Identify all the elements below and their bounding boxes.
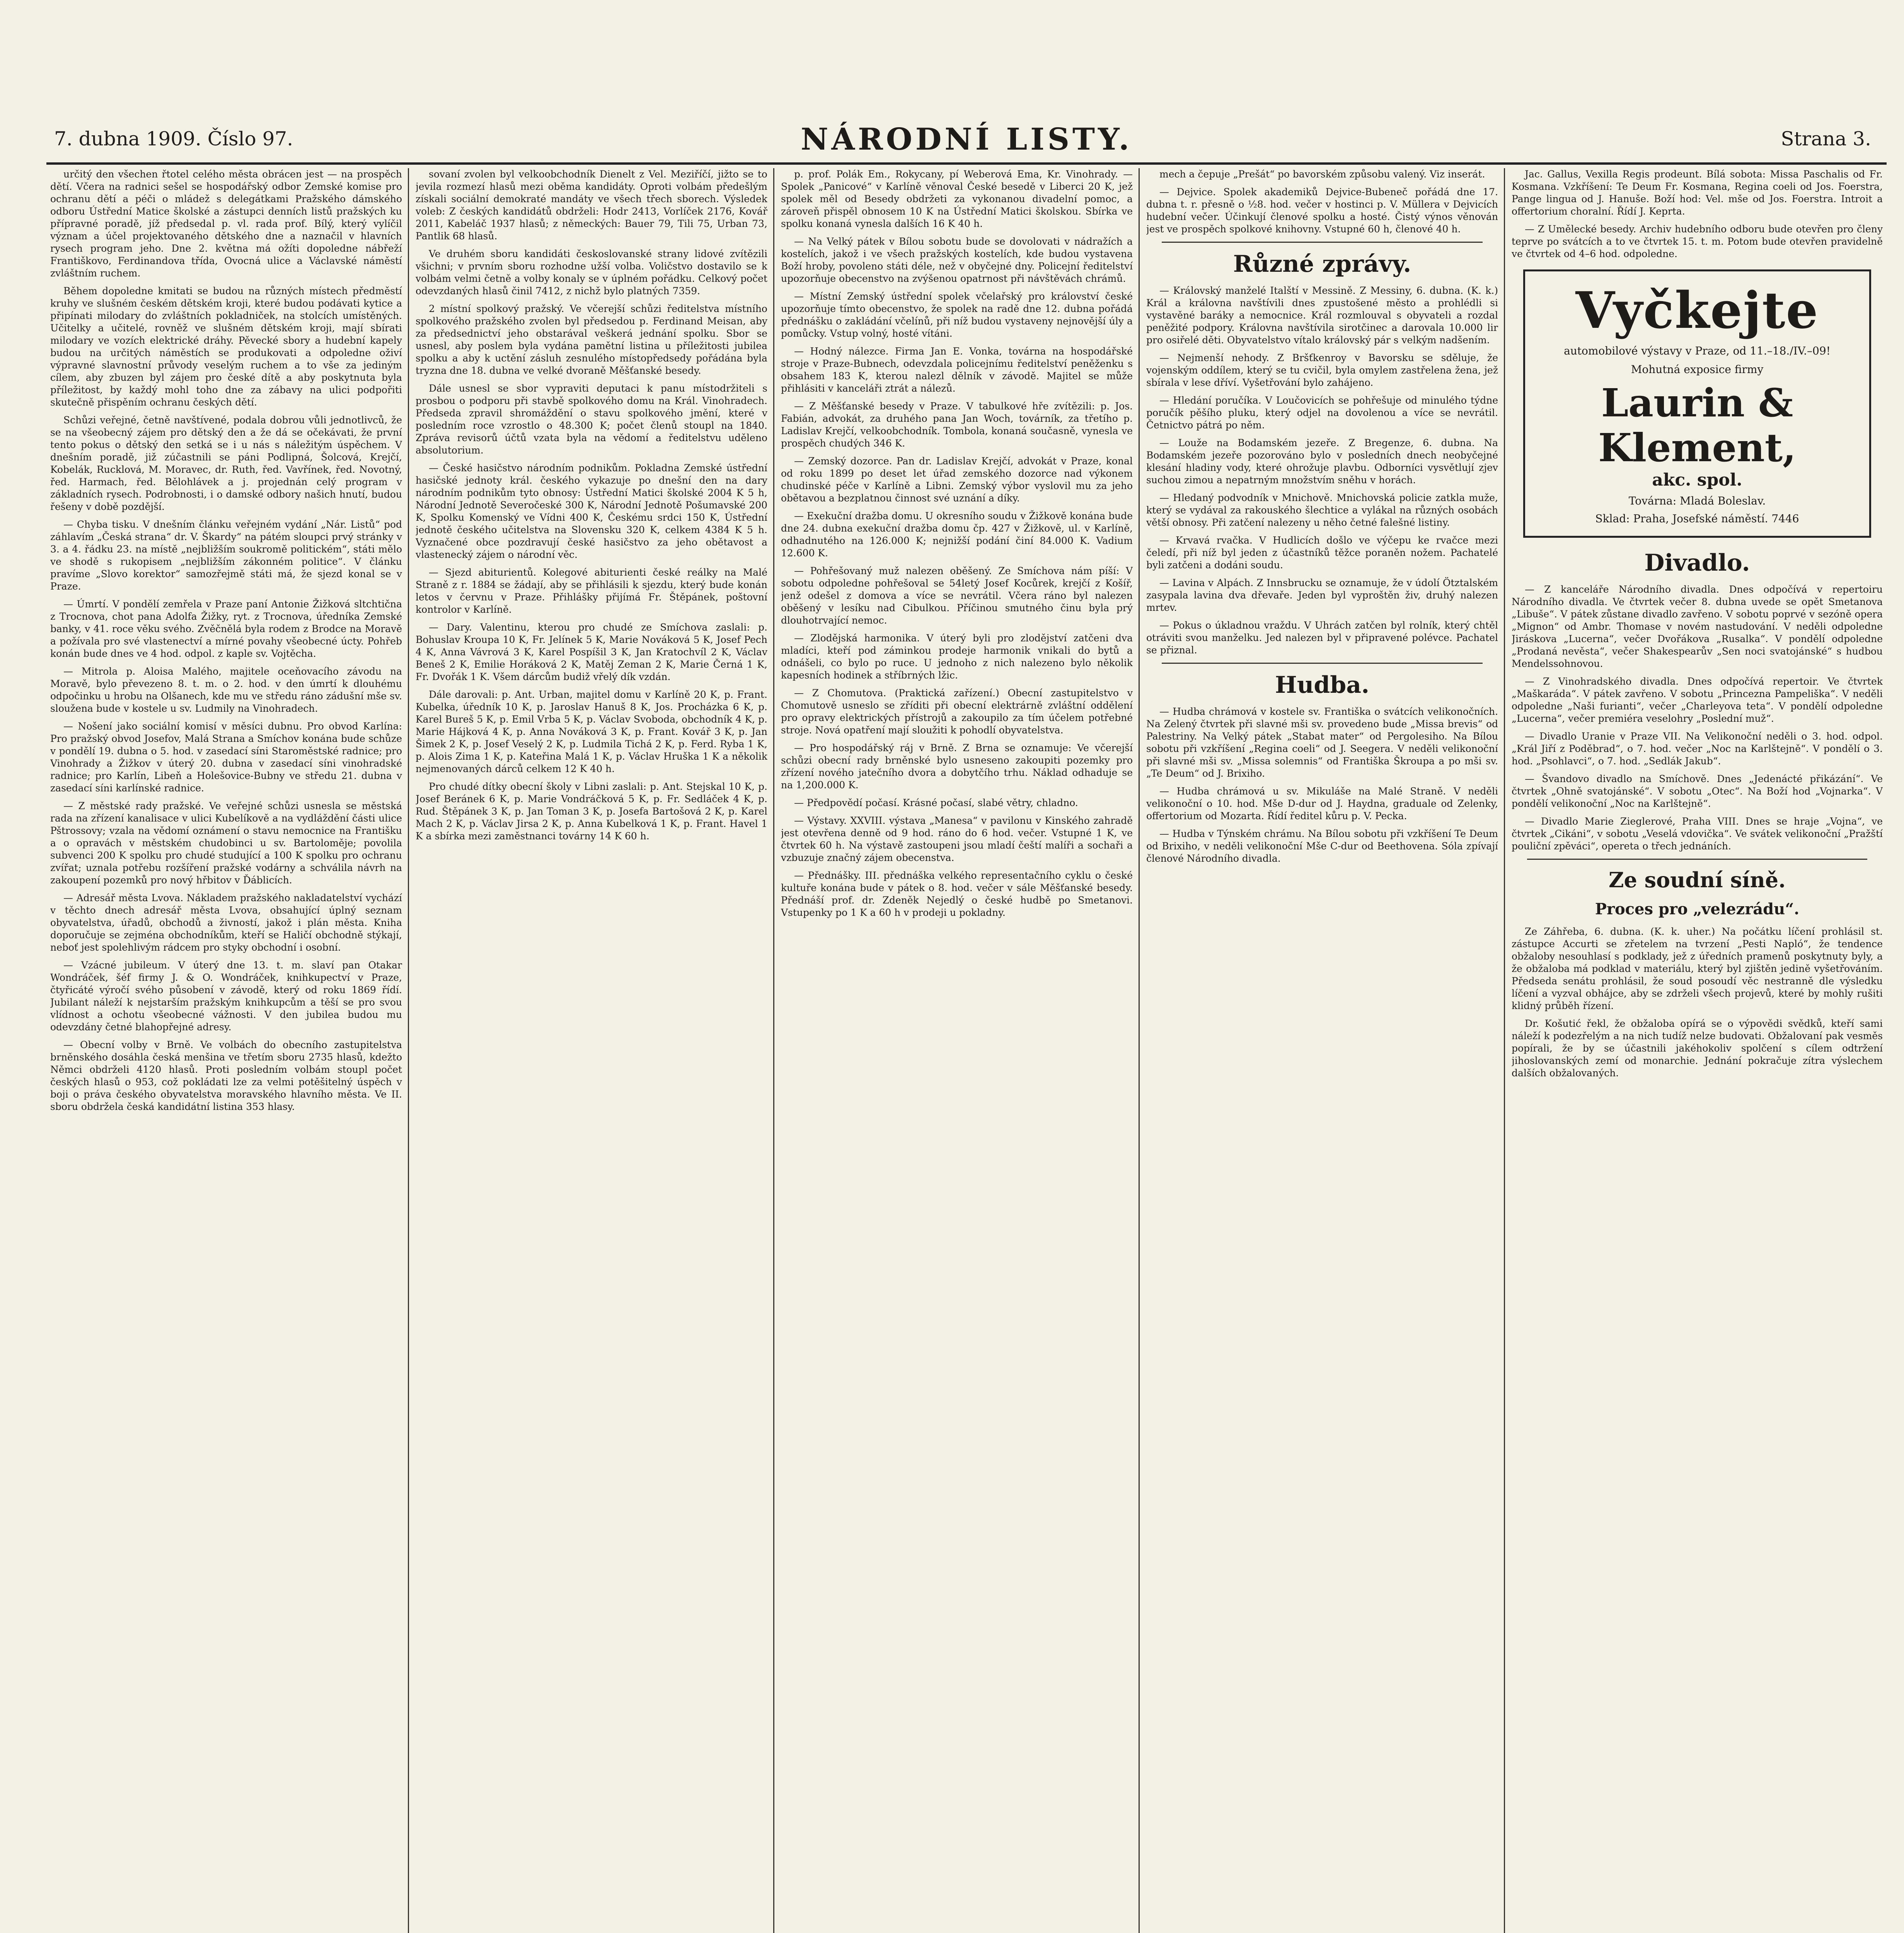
section-heading-soudni-sin: Ze soudní síně. <box>1609 868 1786 892</box>
article-paragraph: — Hudba chrámová u sv. Mikuláše na Malé Straně. V neděli velikonoční o 10. hod. Mše D-dur od J. Haydna, graduale od Zelenky, offertorium od Mozarta. Řídí ředitel kůru p. V. Pecka. <box>1146 786 1498 822</box>
article-paragraph: — Zlodějská harmonika. V úterý byli pro zlodějství zatčeni dva mladíci, kteří pod záminkou prodeje harmonik vnikali do bytů a odnášeli, co bylo po ruce. U jednoho z nich nalezeno bylo několik kapesních hodinek a stříbrných lžic. <box>781 632 1133 681</box>
article-paragraph: — Divadlo Marie Zieglerové, Praha VIII. Dnes se hraje „Vojna“, ve čtvrtek „Cikáni“, v sobotu „Veselá vdovička“. Ve svátek velikonoční „Pražští pouliční zpěváci“, opereta o třech jednáních. <box>1512 816 1883 852</box>
article-paragraph: — Hodný nálezce. Firma Jan E. Vonka, továrna na hospodářské stroje v Praze-Bubnech, odevzdala policejnímu ředitelství peněženku s obsahem 183 K, kterou nalezl dělník v závodě. Majitel se může přihlásiti v kanceláři ztrát a nálezů. <box>781 346 1133 394</box>
issue-date: 7. dubna 1909. Číslo 97. <box>54 128 293 150</box>
article-paragraph: — Zemský dozorce. Pan dr. Ladislav Krejčí, advokát v Praze, konal od roku 1899 po deset let úřad zemského dozorce nad výkonem chudinské péče v Karlíně a Libni. Zemský výbor vyslovil mu za jeho obětavou a bezplatnou činnost své uznání a díky. <box>781 455 1133 504</box>
article-paragraph: mech a čepuje „Prešát“ po bavorském způsobu valený. Viz inserát. <box>1159 169 1485 180</box>
article-paragraph: — Nejmenší nehody. Z Bršťkenroy v Bavorsku se sděluje, že vojenským oddílem, který se tu cvičil, byla omylem zastřelena žena, jež sbírala v lese dříví. Vyšetřování bylo zahájeno. <box>1146 352 1498 388</box>
section-heading-ruzne-zpravy: Různé zprávy. <box>1233 251 1411 278</box>
article-paragraph: — Louže na Bodamském jezeře. Z Bregenze, 6. dubna. Na Bodamském jezeře pozorováno bylo v posledních dnech neobyčejné klesání hladiny vody, které ohrožuje plavbu. Odborníci vysvětlují zjev suchou zimou a nepatrným množstvím sněhu v horách. <box>1146 437 1498 486</box>
article-paragraph: — Sjezd abiturientů. Kolegové abiturienti české reálky na Malé Straně z r. 1884 se žádají, aby se přihlásili k sjezdu, který bude konán letos v červnu v Praze. Přihlášky přijímá Fr. Štěpánek, poštovní kontrolor v Karlíně. <box>416 567 767 615</box>
section-heading-divadlo: Divadlo. <box>1644 549 1750 576</box>
ad-brand: Laurin & Klement, <box>1598 380 1796 470</box>
column-divider <box>773 168 774 1933</box>
article-paragraph: — Divadlo Uranie v Praze VII. Na Velikonoční neděli o 3. hod. odpol. „Král Jiří z Poděbrad“, o 7. hod. večer „Noc na Karlštejně“. V pondělí o 3. hod. „Psohlavci“, o 7. hod. „Sedlák Jakub“. <box>1512 731 1883 767</box>
page-header <box>46 116 1887 165</box>
article-paragraph: — Předpovědí počasí. Krásné počasí, slabé větry, chladno. <box>794 797 1078 808</box>
article-paragraph: — Místní Zemský ústřední spolek včelařský pro království české upozorňuje tímto obecenstvo, že spolek na radě dne 12. dubna pořádá přednášku o zakládání včelínů, při níž budou vystaveny nejnovější úly a pomůcky. Vstup volný, hosté vítáni. <box>781 291 1133 339</box>
article-paragraph: — Exekuční dražba domu. U okresního soudu v Žižkově konána bude dne 24. dubna exekuční dražba domu čp. 427 v Žižkově, ul. v Karlíně, odhadnutého na 126.000 K; nejnižší podání činí 84.000 K. Vadium 12.600 K. <box>781 510 1133 559</box>
article-paragraph: — Obecní volby v Brně. Ve volbách do obecního zastupitelstva brněnského dosáhla česká menšina ve třetím sboru 2735 hlasů, kdežto Němci obdrželi 4120 hlasů. Proti posledním volbám stoupl počet českých hlasů o 953, což pokládati lze za velmi potěšitelný úspěch v boji o práva českého obyvatelstva moravského hlavního města. Ve II. sboru obdržela česká kandidátní listina 353 hlasy. <box>50 1039 402 1112</box>
article-paragraph: 2 místní spolkový pražský. Ve včerejší schůzi ředitelstva místního spolkového pražského zvolen byl předsedou p. Ferdinand Meisan, aby za předsednictví jeho obstarával veškerá jednání spolku. Sbor se usnesl, aby poslem byla vydána pamětní listina u příležitosti jubilea spolku a aby k uctění zásluh zesnulého místopředsedy pořádána byla tryzna dne 18. dubna ve velké dvoraně Měšťanské besedy. <box>416 303 767 376</box>
article-paragraph: Ve druhém sboru kandidáti českoslovanské strany lidové zvítězili všichni; v prvním sboru rozhodne užší volba. Voličstvo dostavilo se k volbám velmi četně a volby konaly se v úplném pořádku. Celkový počet odevzdaných hlasů činil 7412, z nichž bylo platných 7359. <box>416 248 767 297</box>
article-paragraph: — Pro hospodářský ráj v Brně. Z Brna se oznamuje: Ve včerejší schůzi obecní rady brněnské bylo usneseno zakoupiti pozemky pro zřízení nového jatečního dvora a dobytčího trhu. Náklad odhaduje se na 1,200.000 K. <box>781 742 1133 791</box>
section-rule <box>1527 859 1867 860</box>
ad-headline: Vyčkejte <box>1575 281 1819 340</box>
article-paragraph: — Hudba v Týnském chrámu. Na Bílou sobotu při vzkříšení Te Deum od Brixiho, v neděli velikonoční Mše C-dur od Beethovena. Sóla zpívají členové Národního divadla. <box>1146 828 1498 864</box>
column-divider <box>408 168 409 1933</box>
article-paragraph: — Chyba tisku. V dnešním článku veřejném vydání „Nár. Listů“ pod záhlavím „Česká strana“ dr. V. Škardy“ na pátém sloupci prvý stránky v 3. a 4. řádku 23. na místě „nejbližším soukromě politickém“, státi mělo ve shodě s rukopisem „nejbližším zákonném politice“. V článku pravíme „Slovo korektor“ samozřejmě státi má, že sjezd konal se v Praze. <box>50 519 402 592</box>
article-paragraph: Během dopoledne kmitati se budou na různých místech předměstí kruhy ve slušném českém dětském kroji, které budou podávati kytice a připínati milodary do zvláštních pokladniček, na stolcích umístěných. Učitelky a učitelé, rovněž ve slušném dětském kroji, mají sbírati milodary ve vozích elektrické dráhy. Pěvecké sbory a hudební kapely budou na určitých náměstích se produkovati a odpoledne oživí výpravné slavnostní průvody veselým ruchem a to vše za jediným cílem, aby zbuzen byl zájem pro české dítě a aby poskytnuta byla příležitost, by každý mohl toho dne za zábavy na ulici podpořiti skutečně přispěním ochranu českých dětí. <box>50 285 402 408</box>
article-paragraph: — Z kanceláře Národního divadla. Dnes odpočívá v repertoiru Národního divadla. Ve čtvrtek večer 8. dubna uvede se opět Smetanova „Libuše“. V pátek zůstane divadlo zavřeno. V sobotu poprvé v sezóně opera „Mignon“ od Ambr. Thomase v novém nastudování. V neděli odpoledne Jiráskova „Lucerna“, večer Dvořákova „Rusalka“. V pondělí odpoledne „Prodaná nevěsta“, večer Shakespearův „Sen noci svatojánské“ s hudbou Mendelssohnovou. <box>1512 584 1883 669</box>
article-paragraph: — Z městské rady pražské. Ve veřejné schůzi usnesla se městská rada na zřízení kanalisace v ulici Kubelíkově a na vydláždění části ulice Pštrossovy; vzala na vědomí oznámení o stavu nemocnice na Františku a o opravách v městském chudobinci u sv. Bartoloměje; povolila subvenci 200 K spolku pro chudé studující a 100 K spolku pro ochranu zvířat; uznala potřebu rozšíření pražské vodárny a schválila návrh na zakoupení pozemků pro nový hřbitov v Ďáblicích. <box>50 800 402 886</box>
column-divider <box>1139 168 1140 1933</box>
article-paragraph: Jac. Gallus, Vexilla Regis prodeunt. Bílá sobota: Missa Paschalis od Fr. Kosmana. Vzkříšení: Te Deum Fr. Kosmana, Regina coeli od Jos. Foerstra, Pange lingua od J. Hanuše. Boží hod: Vel. mše od Jos. Foerstra. Introit a offertorium choralní. Řídí J. Keprta. <box>1512 169 1883 217</box>
ad-footer-line: Továrna: Mladá Boleslav. <box>1628 494 1766 507</box>
article-paragraph: — Na Velký pátek v Bílou sobotu bude se dovolovati v nádražích a kostelích, jakož i ve všech pražských kostelích, kde budou vystavena Boží hroby, povoleno státi déle, než v obyčejné dny. Policejní ředitelství upozorňuje obecenstvo na zvýšenou opatrnost při návštěvách chrámů. <box>781 236 1133 284</box>
ad-footer-line: Sklad: Praha, Josefské náměstí. 7446 <box>1595 512 1799 525</box>
article-paragraph: — Přednášky. III. přednáška velkého representačního cyklu o české kultuře konána bude v pátek o 8. hod. večer v sále Měšťanské besedy. Přednáší prof. dr. Zdeněk Nejedlý o české hudbě po Smetanovi. Vstupenky po 1 K a 60 h v prodeji u pokladny. <box>781 870 1133 918</box>
article-paragraph: — Výstavy. XXVIII. výstava „Manesa“ v pavilonu v Kinského zahradě jest otevřena denně od 9 hod. ráno do 6 hod. večer. Vstupné 1 K, ve čtvrtek 60 h. Na výstavě zastoupeni jsou mladí čeští malíři a sochaři a vzbuzuje značný zájem obecenstva. <box>781 815 1133 863</box>
article-paragraph: Pro chudé dítky obecní školy v Libni zaslali: p. Ant. Stejskal 10 K, p. Josef Beránek 6 K, p. Marie Vondráčková 5 K, p. Fr. Sedláček 4 K, p. Rud. Štěpánek 3 K, p. Jan Toman 3 K, p. Josefa Bartošová 2 K, p. Karel Mach 2 K, p. Václav Jirsa 2 K, p. Anna Kubelková 1 K, p. Frant. Havel 1 K a sbírka mezi zaměstnanci továrny 14 K 60 h. <box>416 781 767 842</box>
article-paragraph: — Pohřešovaný muž nalezen oběšený. Ze Smíchova nám píší: V sobotu odpoledne pohřešoval se 54letý Josef Kocůrek, krejčí z Košíř, jenž odešel z domova a více se nevrátil. Včera ráno byl nalezen oběšený v lesíku nad Cibulkou. Příčinou smutného činu byla prý dlouhotrvající nemoc. <box>781 565 1133 626</box>
article-paragraph: — Švandovo divadlo na Smíchově. Dnes „Jedenácté přikázání“. Ve čtvrtek „Ohně svatojánské“. V sobotu „Otec“. Na Boží hod „Vojnarka“. V pondělí velikonoční „Noc na Karlštejně“. <box>1512 773 1883 809</box>
section-rule <box>1162 242 1483 243</box>
article-paragraph: Dále darovali: p. Ant. Urban, majitel domu v Karlíně 20 K, p. Frant. Kubelka, úředník 10 K, p. Jaroslav Hanuš 8 K, Jos. Procházka 6 K, p. Karel Bureš 5 K, p. Emil Vrba 5 K, p. Václav Svoboda, obchodník 4 K, p. Marie Hájková 4 K, p. Anna Nováková 3 K, p. Frant. Kovář 3 K, p. Jan Šimek 2 K, p. Josef Veselý 2 K, p. Ludmila Tichá 2 K, p. Ferd. Ryba 1 K, p. Alois Zima 1 K, p. Kateřina Malá 1 K, p. Václav Hruška 1 K a několik nejmenovaných dárců celkem 12 K 40 h. <box>416 689 767 774</box>
article-paragraph: — České hasičstvo národním podnikům. Pokladna Zemské ústřední hasičské jednoty král. českého vykazuje po dnešní den na dary národním podnikům tyto obnosy: Ústřední Matici školské 2004 K 5 h, Národní Jednotě Severočeské 300 K, Národní Jednotě Pošumavské 200 K, Spolku Komenský ve Vídni 400 K, Českému srdci 150 K, Ústřední jednotě českého učitelstva na Slovensku 320 K, celkem 4384 K 5 h. Vyznačené obce pozdravují české hasičstvo za jeho obětavost a vlastenecký zájem o národní věc. <box>416 462 767 560</box>
article-paragraph: p. prof. Polák Em., Rokycany, pí Weberová Ema, Kr. Vinohrady. — Spolek „Panicové“ v Karlíně věnoval České besedě v Liberci 20 K, jež spolek měl od Besedy obdržeti za vykonanou divadelní pomoc, a zároveň přispěl obnosem 10 K na Ústřední Matici školskou. Sbírka ve spolku konaná vynesla dalších 16 K 40 h. <box>781 169 1133 229</box>
article-paragraph: — Hudba chrámová v kostele sv. Františka o svátcích velikonočních. Na Zelený čtvrtek při slavné mši sv. provedeno bude „Missa brevis“ od Palestriny. Na Velký pátek „Stabat mater“ od Pergolesiho. Na Bílou sobotu při vzkříšení „Regina coeli“ od J. Seegera. V neděli velikonoční při slavné mši sv. „Missa solemnis“ od Františka Škroupa a po mši sv. „Te Deum“ od J. Brixiho. <box>1146 706 1498 779</box>
column-5 <box>1512 168 1883 1933</box>
article-paragraph: Dr. Košutić řekl, že obžaloba opírá se o výpovědi svědků, kteří sami náleží k podezřelým a na nich tudíž nelze budovati. Obžalovaní pak vesměs popírali, že by se účastnili jakéhokoliv spolčení s cílem odtržení jihoslovanských zemí od monarchie. Jednání pokračuje zítra výslechem dalších obžalovaných. <box>1512 1018 1883 1079</box>
column-1 <box>50 168 402 1933</box>
article-paragraph: — Dary. Valentinu, kterou pro chudé ze Smíchova zaslali: p. Bohuslav Kroupa 10 K, Fr. Jelínek 5 K, Marie Nováková 5 K, Josef Pech 4 K, Anna Vávrová 3 K, Karel Pospíšil 3 K, Jan Kratochvíl 2 K, Václav Beneš 2 K, Emilie Horáková 2 K, Matěj Zeman 2 K, Marie Černá 1 K, Fr. Dvořák 1 K. Všem dárcům budiž vřelý dík vzdán. <box>416 622 767 682</box>
article-paragraph: — Z Měšťanské besedy v Praze. V tabulkové hře zvítězili: p. Jos. Fabián, advokát, za druhého pana Jan Woch, továrník, za třetího p. Ladislav Krejčí, velkoobchodník. Tombola, konaná současně, vynesla ve prospěch chudých 346 K. <box>781 401 1133 449</box>
article-paragraph: — Z Umělecké besedy. Archiv hudebního odboru bude otevřen pro členy teprve po svátcích a to ve čtvrtek 15. t. m. Potom bude otevřen pravidelně ve čtvrtek od 4–6 hod. odpoledne. <box>1512 223 1883 259</box>
article-paragraph: — Pokus o úkladnou vraždu. V Uhrách zatčen byl rolník, který chtěl otráviti svou manželku. Jed nalezen byl v připravené polévce. Pachatel se přiznal. <box>1146 620 1498 656</box>
article-paragraph: — Adresář města Lvova. Nákladem pražského nakladatelství vychází v těchto dnech adresář města Lvova, obsahující úplný seznam obyvatelstva, úřadů, obchodů a živností, jakož i plán města. Kniha doporučuje se zejména obchodníkům, kteří se Haličí obchodně stýkají, neboť jest spolehlivým rádcem pro styky obchodní i osobní. <box>50 892 402 953</box>
article-paragraph: — Mitrola p. Aloisa Malého, majitele oceňovacího závodu na Moravě, bylo převezeno 8. t. m. o 2. hod. v den úmrtí k dlouhému odpočinku u hrobu na Olšanech, kde mu ve středu ráno zádušní mše sv. sloužena bude v kostele u sv. Ludmily na Vinohradech. <box>50 666 402 714</box>
article-heading-proces: Proces pro „velezrádu“. <box>1595 900 1800 918</box>
article-paragraph: — Lavina v Alpách. Z Innsbrucku se oznamuje, že v údolí Ötztalském zasypala lavina dva dřevaře. Jeden byl vyproštěn živ, druhý nalezen mrtev. <box>1146 577 1498 613</box>
column-3 <box>781 168 1133 1933</box>
section-heading-hudba: Hudba. <box>1275 672 1369 699</box>
advertisement-laurin-klement <box>1523 269 1871 538</box>
column-2 <box>416 168 767 1933</box>
page-number: Strana 3. <box>1781 128 1871 150</box>
newspaper-page <box>46 116 1887 1933</box>
article-paragraph: Schůzi veřejné, četně navštívené, podala dobrou vůli jednotlivců, že se na všeobecný zájem pro dětský den a že dá se očekávati, že první tento pokus o dětský den setká se i u nás s náležitým úspěchem. V dnešním poradě, již zúčastnili se páni Podlipná, Šolcová, Krejčí, Kobelák, Rucklová, M. Moravec, dr. Ruth, řed. Vavřínek, řed. Novotný, řed. Harmach, řed. Bělohlávek a j. projednán celý program v základních rysech. Podrobnosti, i o damské odbory našich hnutí, budou řešeny v době pozdější. <box>50 414 402 512</box>
article-paragraph: — Z Vinohradského divadla. Dnes odpočívá repertoir. Ve čtvrtek „Maškaráda“. V pátek zavřeno. V sobotu „Princezna Pampeliška“. V neděli odpoledne „Naši furianti“, večer „Charleyova teta“. V pondělí odpoledne „Lucerna“, večer premiéra veselohry „Poslední muž“. <box>1512 676 1883 724</box>
ad-brand-sub: akc. spol. <box>1652 470 1742 490</box>
article-paragraph: určitý den všechen řtotel celého města obrácen jest — na prospěch dětí. Včera na radnici sešel se hospodářský odbor Zemské komise pro ochranu dětí a péči o mládež s delegátkami Pražského dámského odboru Ústřední Matice školské a zástupci denních listů pražských ku přípravné poradě, jíž předsedal p. vl. rada prof. Bílý, který vylíčil význam a účel projektovaného dětského dne a naznačil v hlavních rysech program jeho. Dne 2. května má ožíti dopoledne nábřeží Františkovo, Ferdinandova třída, Ovocná ulice a Václavské náměstí zvláštním ruchem. <box>50 169 402 279</box>
section-rule <box>1162 663 1483 664</box>
article-paragraph: Dále usnesl se sbor vypraviti deputaci k panu místodržiteli s prosbou o podporu při stavbě spolkového domu na Král. Vinohradech. Předseda zpravil shromáždění o stavu spolkového jmění, které v posledním roce vzrostlo o 48.300 K; počet členů stoupl na 1840. Zpráva revisorů účtů vzata byla na vědomí a ředitelstvu uděleno absolutorium. <box>416 383 767 456</box>
article-paragraph: — Úmrtí. V pondělí zemřela v Praze paní Antonie Žižková sltchtična z Trocnova, chot pana Adolfa Žižky, ryt. z Trocnova, úředníka Zemské banky, v 41. roce věku svého. Zvěčnělá byla rodem z Brodce na Moravě a požívala pro své vlastenectví a mírné povahy všeobecné úcty. Pohřeb konán bude dnes ve 4 hod. odpol. z kaple sv. Vojtěcha. <box>50 598 402 659</box>
article-paragraph: — Z Chomutova. (Praktická zařízení.) Obecní zastupitelstvo v Chomutově usneslo se zříditi při obecní elektrárně zvláštní oddělení pro opravy elektrických přístrojů a zakoupilo za tím účelem potřebné stroje. Nová opatření mají sloužiti k pohodlí obyvatelstva. <box>781 687 1133 736</box>
ad-line: automobilové výstavy v Praze, od 11.–18./IV.–09! <box>1564 344 1831 357</box>
newspaper-title: NÁRODNÍ LISTY. <box>801 122 1132 157</box>
column-4 <box>1146 168 1498 1933</box>
article-paragraph: Ze Záhřeba, 6. dubna. (K. k. uher.) Na počátku líčení prohlásil st. zástupce Accurti se zřetelem na tvrzení „Pesti Napló“, že tendence obžaloby nesouhlasí s podklady, jež z úředních pramenů poskytnuty byly, a že obžaloba má podklad v materiálu, který byl zjištěn jedině vyšetřováním. Předseda senátu prohlásil, že soud posoudí věc nestranně dle výsledku líčení a vyzval obhájce, aby se zdrželi všech projevů, které by mohly rušiti klidný průběh řízení. <box>1512 926 1883 1011</box>
article-paragraph: — Královský manželé Italští v Messině. Z Messiny, 6. dubna. (K. k.) Král a královna navštívili dnes zpustošené město a prohlédli si vystavěné baráky a nemocnice. Král rozmlouval s obyvateli a rozdal peněžité podpory. Královna navštívila sirotčinec a darovala 10.000 lir pro osiřelé děti. Obyvatelstvo vítalo královský pár s velkým nadšením. <box>1146 285 1498 346</box>
article-paragraph: sovaní zvolen byl velkoobchodník Dienelt z Vel. Meziříčí, jižto se to jevila rozmezí hlasů mezi oběma kandidáty. Oproti volbám předešlým získali sociální demokraté mandáty ve všech třech sborech. Výsledek voleb: Z českých kandidátů obdrželi: Hodr 2413, Vorlíček 2176, Kovář 2011, Kabeláč 1937 hlasů; z německých: Bauer 79, Tili 75, Urban 73, Pantlik 68 hlasů. <box>416 169 767 242</box>
article-paragraph: — Hledání poručíka. V Loučovicích se pohřešuje od minulého týdne poručík pěšího pluku, který odjel na dovolenou a více se nevrátil. Četnictvo pátrá po něm. <box>1146 395 1498 431</box>
ad-line: Mohutná exposice firmy <box>1631 363 1764 376</box>
article-paragraph: — Nošení jako sociální komisí v měsíci dubnu. Pro obvod Karlína: Pro pražský obvod Josefov, Malá Strana a Smíchov konána bude schůze v pondělí 19. dubna o 5. hod. v zasedací síni Staroměstské radnice; pro Vinohrady a Žižkov v úterý 20. dubna v zasedací síni vinohradské radnice; pro Karlín, Libeň a Holešovice-Bubny ve středu 21. dubna v zasedací síni karlínské radnice. <box>50 721 402 794</box>
article-paragraph: — Hledaný podvodník v Mnichově. Mnichovská policie zatkla muže, který se vydával za rakouského šlechtice a vylákal na různých osobách větší obnosy. Při zatčení nalezeny u něho četné falešné listiny. <box>1146 492 1498 528</box>
article-paragraph: — Krvavá rvačka. V Hudlicích došlo ve výčepu ke rvačce mezi čeledí, při níž byl jeden z účastníků těžce poraněn nožem. Pachatelé byli zatčeni a dodáni soudu. <box>1146 535 1498 571</box>
column-divider <box>1504 168 1505 1933</box>
article-paragraph: — Vzácné jubileum. V úterý dne 13. t. m. slaví pan Otakar Wondráček, šéf firmy J. & O. Wondráček, knihkupectví v Praze, čtyřicáté výročí svého působení v závodě, který od roku 1869 řídí. Jubilant náleží k nejstarším pražským knihkupcům a těší se pro svou vlídnost a ochotu všeobecné vážnosti. V den jubilea budou mu odevzdány četné blahopřejné adresy. <box>50 960 402 1033</box>
article-paragraph: — Dejvice. Spolek akademiků Dejvice-Bubeneč pořádá dne 17. dubna t. r. přesně o ½8. hod. večer v hostinci p. V. Müllera v Dejvicích hudební večer. Účinkují členové spolku a hosté. Čistý výnos věnován jest ve prospěch spolkové knihovny. Vstupné 60 h, členové 40 h. <box>1146 186 1498 235</box>
